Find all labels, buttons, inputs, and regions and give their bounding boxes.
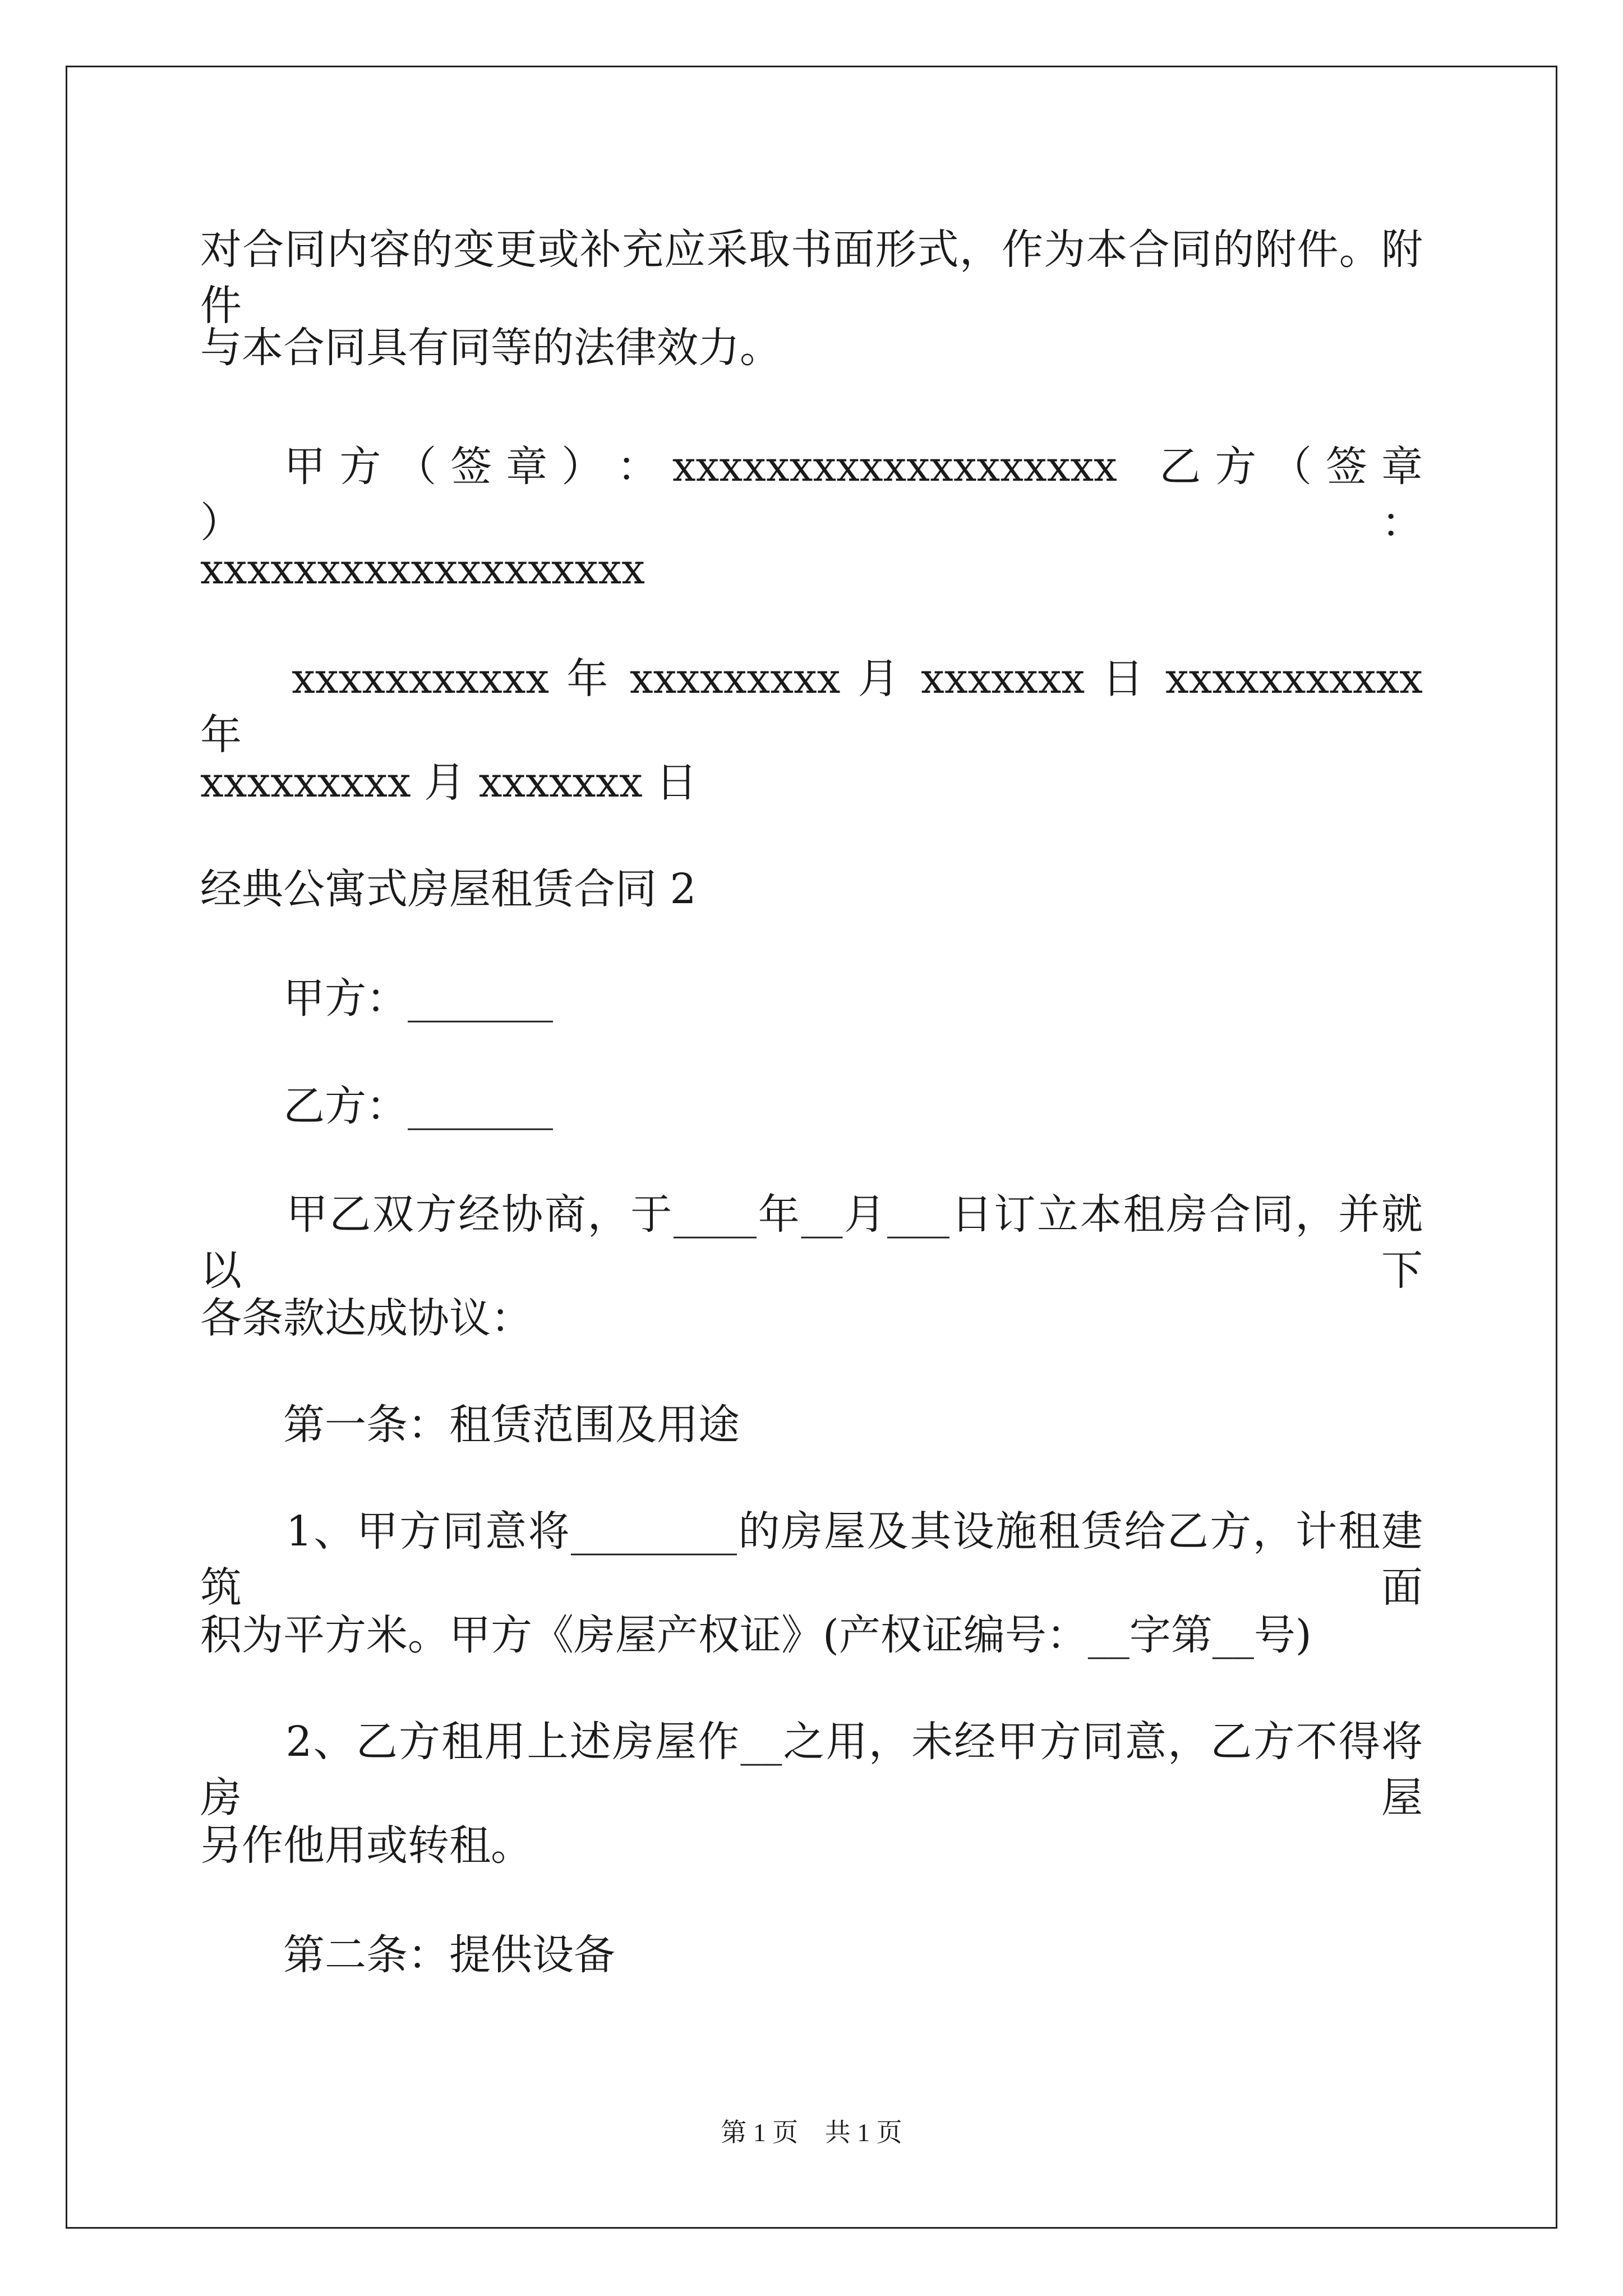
party-a-field: 甲方：_______ (200, 974, 553, 1023)
section-title: 经典公寓式房屋租赁合同 2 (200, 865, 697, 913)
party-b-field: 乙方：_______ (200, 1082, 553, 1130)
page-border (66, 66, 1557, 2229)
signature-line: 甲 方 （ 签 章 ） ： xxxxxxxxxxxxxxxxxxx 乙 方 （ 签 章 ） ： (200, 443, 1423, 547)
article-heading: 第二条：提供设备 (200, 1931, 615, 1979)
date-line: xxxxxxxxx 月 xxxxxxx 日 (200, 758, 698, 807)
text-line: 各条款达成协议： (200, 1294, 532, 1342)
article-heading: 第一条：租赁范围及用途 (200, 1401, 740, 1449)
date-line: xxxxxxxxxxx 年 xxxxxxxxx 月 xxxxxxx 日 xxxxxxxxxxx 年 (200, 655, 1423, 759)
text-line: 对合同内容的变更或补充应采取书面形式，作为本合同的附件。附件 (200, 226, 1423, 330)
text-line: 2、乙方租用上述房屋作__之用，未经甲方同意，乙方不得将房屋 (200, 1718, 1423, 1822)
signature-placeholder: xxxxxxxxxxxxxxxxxxx (200, 545, 645, 593)
page-total: 共 1 页 (824, 2118, 902, 2147)
page-number: 第 1 页 (721, 2118, 799, 2147)
text-line: 另作他用或转租。 (200, 1821, 532, 1870)
page-footer (0, 2116, 1623, 2150)
text-line: 积为平方米。甲方《房屋产权证》(产权证编号：__字第__号) (200, 1611, 1312, 1659)
text-line: 甲乙双方经协商，于____年__月___日订立本租房合同，并就以下 (200, 1190, 1423, 1295)
text-line: 与本合同具有同等的法律效力。 (200, 324, 781, 372)
text-line: 1、甲方同意将________的房屋及其设施租赁给乙方，计租建筑面 (200, 1507, 1423, 1612)
